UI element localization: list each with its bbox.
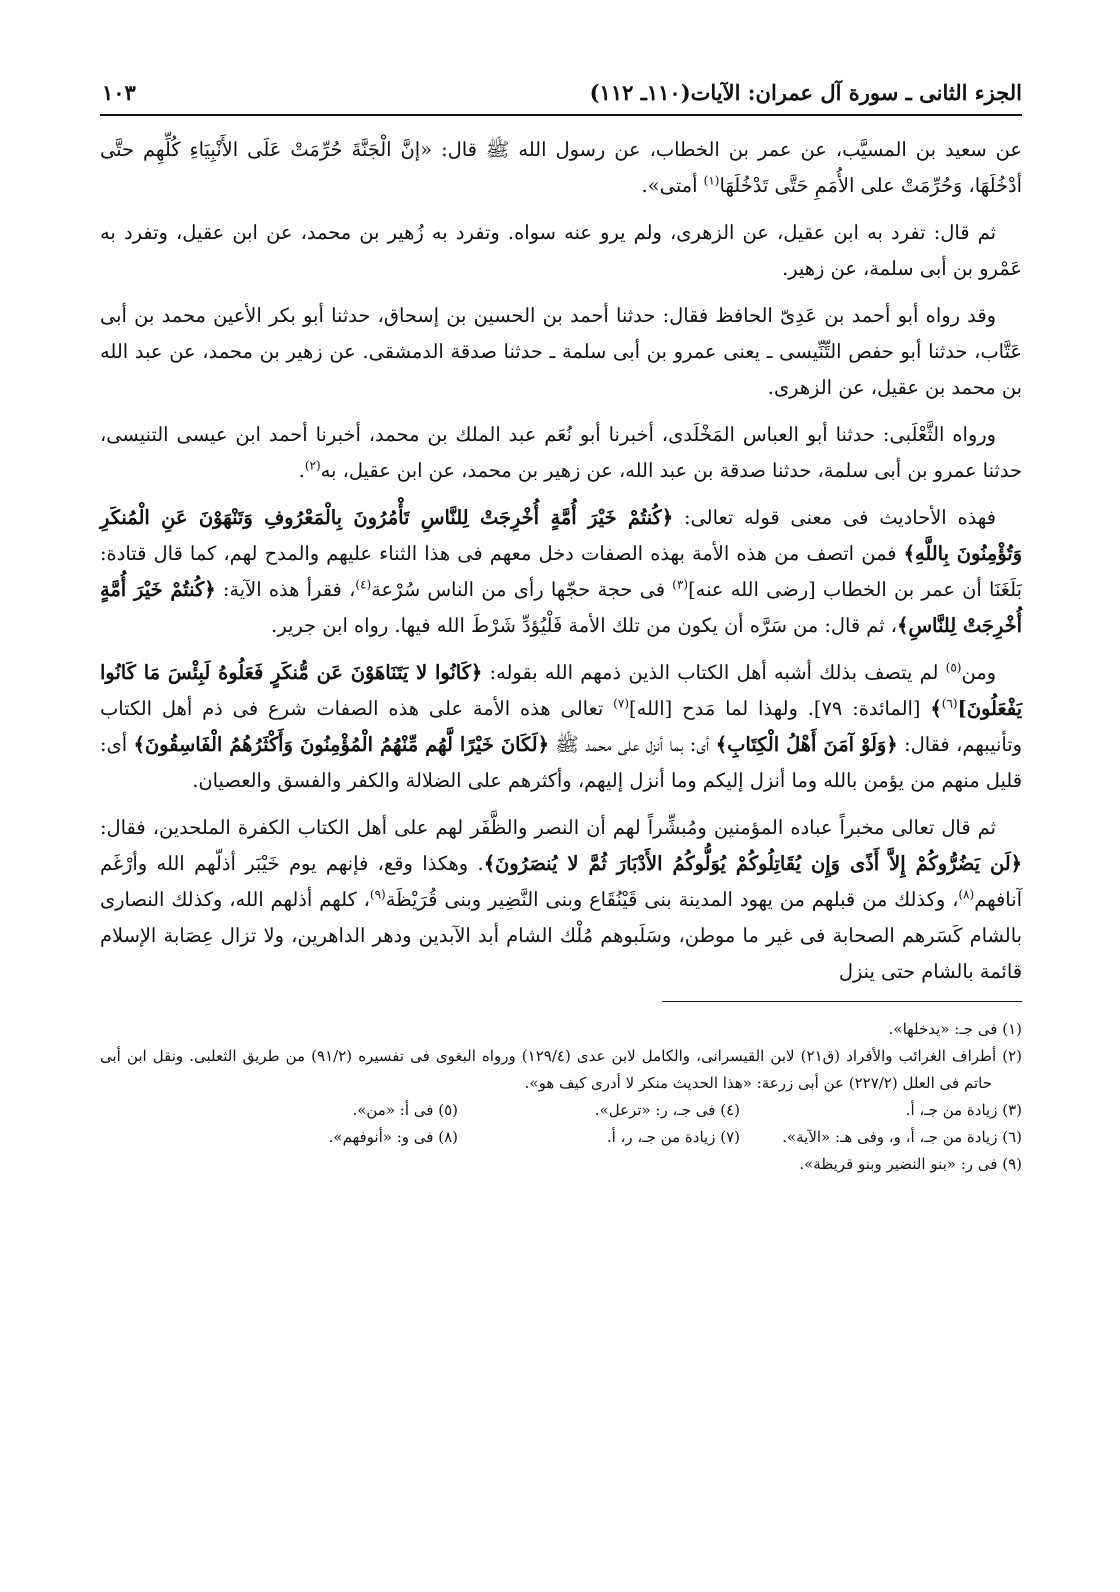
body-text (100, 132, 1022, 990)
text-run: ثم قال تعالى مخبراً عباده المؤمنين ومُبشِّراً لهم أن النصر والظَّفَر لهم على أهل الكتاب الكفرة الملحدين، فقال: (100, 816, 996, 839)
footnotes (100, 1016, 1022, 1178)
quran-verse: ﴿لَكَانَ خَيْرًا لَّهُم مِّنْهُمُ الْمُؤْمِنُونَ وَأَكْثَرُهُمُ الْفَاسِقُونَ﴾ (133, 733, 549, 756)
paragraph-7 (100, 810, 1022, 990)
footnote-7: (٧) زيادة من جـ، ر، أ. (606, 1128, 740, 1146)
text-run: أى: قليل منهم من يؤمن بالله وما أنزل إليكم وما أنزل إليهم، وأكثرهم على الضلالة والكفر والفسق والعصيان. (100, 733, 1022, 792)
footnote-ref: (٢) (304, 458, 321, 473)
text-run: فى حجة حجّها رأى من الناس سُرْعة (371, 578, 673, 601)
footnote-9: (٩) فى ر: «بنو النضير وبنو قريظة». (799, 1155, 1022, 1173)
text-run: أمتى». (641, 174, 704, 197)
footnote-separator (662, 1001, 1022, 1002)
text-run: ثم قال: تفرد به ابن عقيل، عن الزهرى، ولم يرو عنه سواه. وتفرد به زُهير بن محمد، عن ابن عقيل، وتفرد به عَمْرو بن أبى سلمة، عن زهير. (100, 221, 1022, 280)
text-run: ، وكذلك من قبلهم من يهود المدينة بنى قَيْنُقَاع وبنى النَّضِير وبنى قُرَيْظَة (385, 888, 959, 911)
paragraph-4 (100, 417, 1022, 489)
footnote-ref: (٤) (355, 577, 372, 592)
paragraph-3 (100, 298, 1022, 406)
text-run: . (298, 459, 305, 482)
footnote-ref: (٣) (672, 577, 689, 592)
footnote-ref: (٦) (941, 696, 958, 711)
footnote-ref: (٧) (613, 696, 629, 711)
text-run: أى: بما أنزل على محمد ﷺ (548, 733, 716, 756)
paragraph-5 (100, 500, 1022, 644)
paragraph-6 (100, 655, 1022, 799)
running-title: الجزء الثانى ـ سورة آل عمران: الآيات(١١٠ـ ١١٢) (589, 79, 1022, 105)
text-run: لم يتصف بذلك أشبه أهل الكتاب الذين ذمهم الله بقوله: (482, 661, 946, 684)
text-run: ومن (961, 661, 996, 684)
text-run: ورواه الثَّعْلَبى: حدثنا أبو العباس المَخْلَدى، أخبرنا أبو نُعَم عبد الملك بن محمد، أخبرنا أحمد ابن عيسى التنيسى، حدثنا عمرو بن أبى سلمة، حدثنا صدقة بن عبد الله، عن زهير بن محمد، عن ابن عقيل، به (100, 423, 1022, 482)
footnote-8: (٨) فى و: «أنوفهم». (328, 1128, 458, 1146)
quran-verse: ﴿كُنتُمْ خَيْرَ أُمَّةٍ أُخْرِجَتْ لِلنَّاسِ تَأْمُرُونَ بِالْمَعْرُوفِ وَتَنْهَوْنَ عَنِ الْمُنكَرِ وَتُؤْمِنُونَ بِاللَّهِ﴾ (100, 506, 1022, 565)
footnote-row-3-5 (100, 1097, 1022, 1124)
footnote-5: (٥) فى أ: «من». (352, 1101, 458, 1119)
text-run: ، كلهم أذلهم الله، وكذلك النصارى بالشام كَسَرهم الصحابة فى غير ما موطن، وسَلَبوهم مُلْك الشام أبد الآبدين ودهر الداهرين، ولا تزال عِصَابة الإسلام قائمة بالشام حتى ينزل (100, 888, 1022, 983)
footnote-ref: (٨) (958, 887, 975, 902)
text-run: عن سعيد بن المسيَّب، عن عمر بن الخطاب، عن رسول الله ﷺ قال: «إنَّ الْجَنَّةَ حُرِّمَتْ عَلَى الأَنْبِيَاءِ كُلِّهِم حتَّى أدْخُلَهَا، وَحُرِّمَتْ على الأُمَمِ حَتَّى تَدْخُلَهَا (100, 138, 1022, 197)
footnote-ref: (١) (703, 173, 720, 188)
paragraph-2 (100, 215, 1022, 287)
footnote-3: (٣) زيادة من جـ، أ. (905, 1101, 1022, 1119)
footnote-6: (٦) زيادة من جـ، أ، و، وفى هـ: «الآية». (782, 1128, 1022, 1146)
footnote-ref: (٩) (369, 887, 386, 902)
footnote-1: (١) فى جـ: «يدخلها». (888, 1020, 1022, 1038)
text-run: فهذه الأحاديث فى معنى قوله تعالى: (673, 506, 996, 529)
quran-verse: ﴾ (930, 697, 942, 720)
text-run: تعالى هذه الأمة على هذه الصفات شرع فى ذم أهل الكتاب وتأنيبهم، فقال: (100, 697, 1023, 756)
text-run: وقد رواه أبو أحمد بن عَدِىّ الحافظ فقال: حدثنا أحمد بن الحسين بن إسحاق، حدثنا أبو بكر الأعين محمد بن أبى عَتَّاب، حدثنا أبو حفص التِّنِّيسى ـ يعنى عمرو بن أبى سلمة ـ حدثنا صدقة الدمشقى. عن زهير بن محمد، عن عبد الله بن محمد بن عقيل، عن الزهرى. (100, 304, 1022, 399)
text-run: . وهكذا وقع، فإنهم يوم خَيْبَر أذلّهم الله وأرْغَم آنافهم (100, 852, 1022, 911)
footnote-4: (٤) فى جـ، ر: «ترعل». (594, 1101, 740, 1119)
quran-verse: ﴿وَلَوْ آمَنَ أَهْلُ الْكِتَابِ﴾ (715, 733, 898, 756)
quran-verse: ﴿كَانُوا لا يَتَنَاهَوْنَ عَن مُّنكَرٍ فَعَلُوهُ لَبِئْسَ مَا كَانُوا يَفْعَلُونَ] (100, 661, 1022, 720)
text-run: فمن اتصف من هذه الأمة بهذه الصفات دخل معهم فى هذا الثناء عليهم والمدح لهم، كما قال قتادة: بَلَغَنَا أن عمر بن الخطاب [رضى الله عنه] (100, 542, 1022, 601)
paragraph-1 (100, 132, 1022, 204)
footnote-row-6-8 (100, 1124, 1022, 1151)
quran-verse: ﴿كُنتُمْ خَيْرَ أُمَّةٍ أُخْرِجَتْ لِلنَّاسِ﴾ (100, 578, 1022, 637)
footnote-ref: (٥) (945, 660, 962, 675)
footnote-2: (٢) أطراف الغرائب والأفراد (ق٢١) لابن القيسرانى، والكامل لابن عدى (١٢٩/٤) ورواه البغوى فى تفسيره (٩١/٢) من طريق الثعلبى. ونقل ابن أبى حاتم فى العلل (٢٢٧/٢) عن أبى زرعة: «هذا الحديث منكر لا أدرى كيف هو». (100, 1047, 1022, 1092)
quran-verse: ﴿لَن يَضُرُّوكُمْ إِلاَّ أَذًى وَإِن يُقَاتِلُوكُمْ يُوَلُّوكُمُ الأَدْبَارَ ثُمَّ لا يُنصَرُونَ﴾ (483, 852, 1022, 875)
running-header (100, 72, 1022, 116)
footnote-separator-wrap (100, 1001, 1022, 1002)
page-number: ١٠٣ (102, 79, 136, 105)
text-run: ، فقرأ هذه الآية: (215, 578, 356, 601)
text-run: [المائدة: ٧٩]. ولهذا لما مَدح [الله] (629, 697, 931, 720)
text-run: ، ثم قال: من سَرَّه أن يكون من تلك الأمة فَلْيُؤدِّ شَرْطَ الله فيها. رواه ابن جرير. (271, 614, 898, 637)
